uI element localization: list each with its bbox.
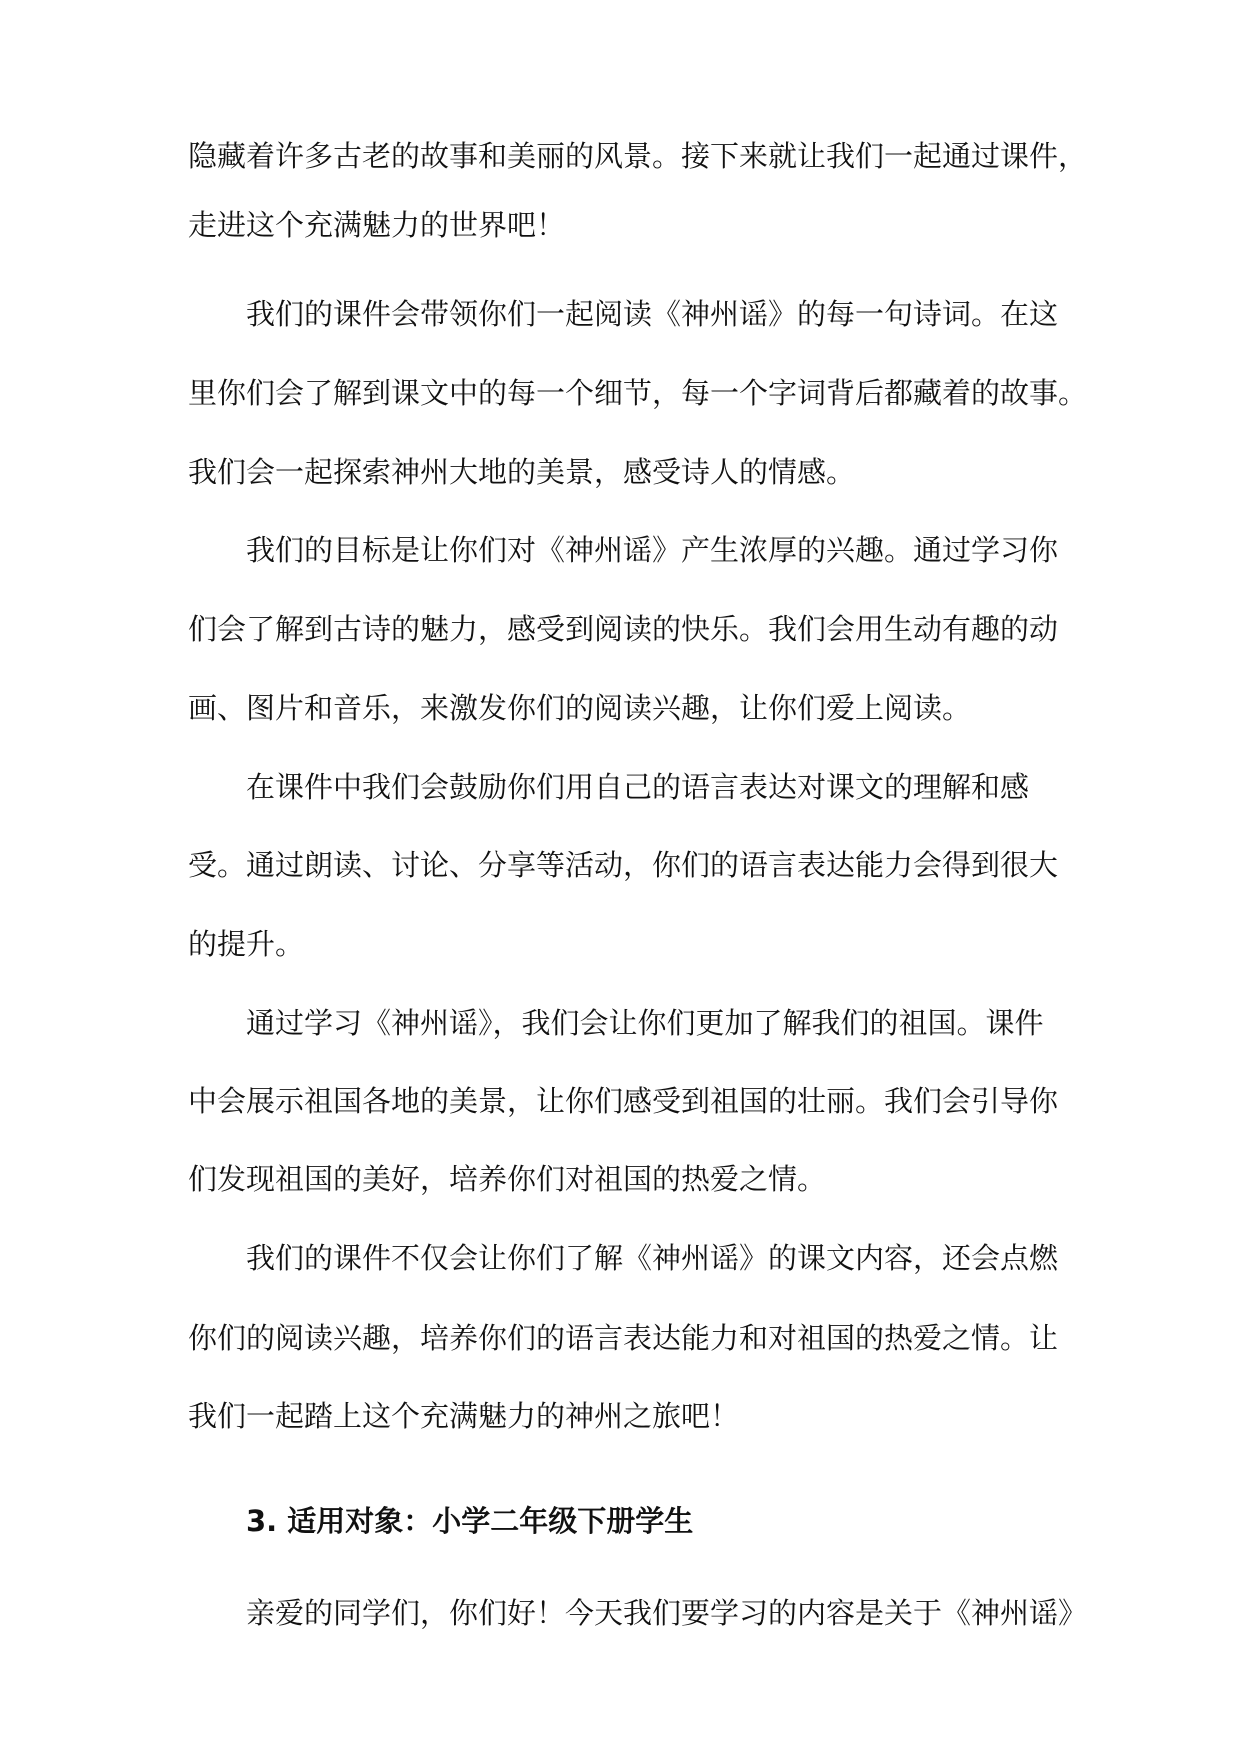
text-line: 画、图片和音乐，来激发你们的阅读兴趣，让你们爱上阅读。 — [188, 691, 972, 725]
paragraph-start-line: 我们的课件会带领你们一起阅读《神州谣》的每一句诗词。在这 — [246, 297, 1059, 331]
paragraph-start-line: 在课件中我们会鼓励你们用自己的语言表达对课文的理解和感 — [246, 770, 1030, 804]
paragraph-start-line: 我们的目标是让你们对《神州谣》产生浓厚的兴趣。通过学习你 — [246, 533, 1059, 567]
section-heading: 3. 适用对象：小学二年级下册学生 — [246, 1504, 694, 1538]
text-line: 走进这个充满魅力的世界吧！ — [188, 208, 566, 242]
text-line: 受。通过朗读、讨论、分享等活动，你们的语言表达能力会得到很大 — [188, 848, 1059, 882]
text-line: 中会展示祖国各地的美景，让你们感受到祖国的壮丽。我们会引导你 — [188, 1084, 1059, 1118]
text-line: 我们一起踏上这个充满魅力的神州之旅吧！ — [188, 1399, 740, 1433]
text-line: 的提升。 — [188, 927, 305, 961]
text-line: 我们会一起探索神州大地的美景，感受诗人的情感。 — [188, 455, 856, 489]
text-line: 里你们会了解到课文中的每一个细节，每一个字词背后都藏着的故事。 — [188, 376, 1088, 410]
text-line: 们发现祖国的美好，培养你们对祖国的热爱之情。 — [188, 1162, 827, 1196]
paragraph-start-line: 通过学习《神州谣》，我们会让你们更加了解我们的祖国。课件 — [246, 1006, 1044, 1040]
text-line: 你们的阅读兴趣，培养你们的语言表达能力和对祖国的热爱之情。让 — [188, 1321, 1059, 1355]
paragraph-start-line: 我们的课件不仅会让你们了解《神州谣》的课文内容，还会点燃 — [246, 1241, 1059, 1275]
text-line: 隐藏着许多古老的故事和美丽的风景。接下来就让我们一起通过课件， — [188, 139, 1088, 173]
text-line: 们会了解到古诗的魅力，感受到阅读的快乐。我们会用生动有趣的动 — [188, 612, 1059, 646]
paragraph-start-line: 亲爱的同学们，你们好！今天我们要学习的内容是关于《神州谣》 — [246, 1596, 1088, 1630]
